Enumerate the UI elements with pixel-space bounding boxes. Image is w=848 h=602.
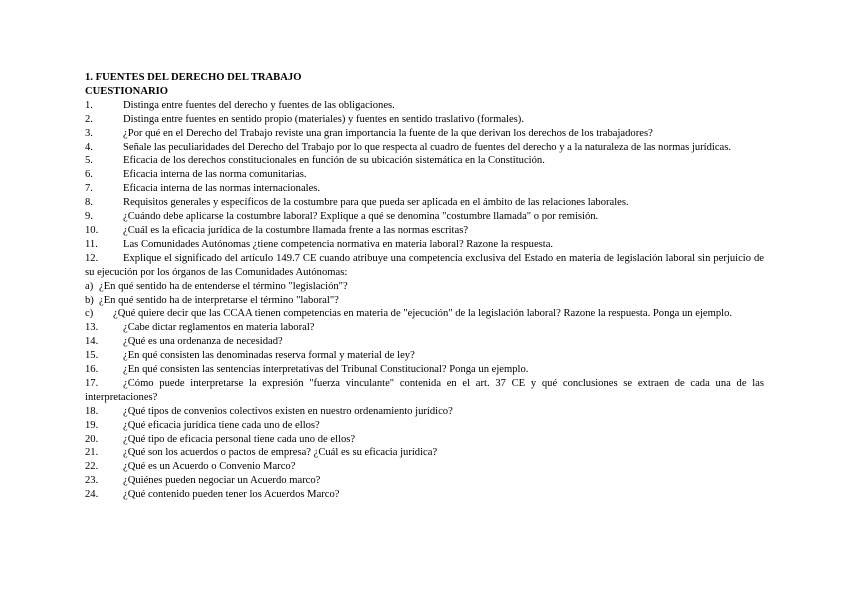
question-item (85, 335, 764, 349)
question-item (85, 349, 764, 363)
question-text: ¿Por qué en el Derecho del Trabajo reviste una gran importancia la fuente de la que derivan los derechos de los trabajadores? (123, 127, 653, 139)
question-text: ¿Cómo puede interpretarse la expresión "fuerza vinculante" contenida en el art. 37 CE y qué conclusiones se extraen de cada una de las interpretaciones? (85, 377, 764, 403)
question-item (85, 182, 764, 196)
question-item (85, 474, 764, 488)
question-text: Eficacia interna de las normas internacionales. (123, 183, 321, 195)
subquestion-text: ¿En qué sentido ha de interpretarse el término "laboral"? (99, 294, 339, 306)
question-number: 18. (85, 405, 99, 417)
question-item (85, 377, 764, 405)
question-number: 1. (85, 99, 93, 111)
question-number: 3. (85, 127, 93, 139)
question-item (85, 196, 764, 210)
question-number: 9. (85, 211, 93, 223)
subquestion-text: ¿En qué sentido ha de entenderse el término "legislación"? (99, 280, 348, 292)
question-item (85, 488, 764, 502)
question-list-continued (85, 321, 764, 502)
subquestion-list (85, 280, 764, 322)
question-number: 6. (85, 169, 93, 181)
question-text: ¿En qué consisten las denominadas reserva formal y material de ley? (123, 350, 415, 362)
question-item (85, 363, 764, 377)
question-text: ¿Qué contenido pueden tener los Acuerdos Marco? (123, 489, 340, 501)
question-text: ¿Qué eficacia jurídica tiene cada uno de ellos? (123, 419, 320, 431)
question-text: ¿Cabe dictar reglamentos en materia laboral? (123, 322, 315, 334)
subquestion-letter: c) (85, 308, 94, 320)
subquestion-letter: a) (85, 280, 94, 292)
question-item (85, 210, 764, 224)
question-text: Eficacia interna de las norma comunitarias. (123, 169, 307, 181)
question-number: 15. (85, 350, 99, 362)
question-item (85, 224, 764, 238)
question-number: 23. (85, 475, 99, 487)
question-number: 13. (85, 322, 99, 334)
question-text: ¿En qué consisten las sentencias interpretativas del Tribunal Constitucional? Ponga un ejemplo. (123, 364, 529, 376)
question-text: Eficacia de los derechos constitucionales en función de su ubicación sistemática en la Constitución. (123, 155, 545, 167)
question-number: 2. (85, 113, 93, 125)
question-number: 21. (85, 447, 99, 459)
question-item (85, 252, 764, 280)
question-number: 8. (85, 197, 93, 209)
question-item (85, 238, 764, 252)
question-number: 5. (85, 155, 93, 167)
question-text: Señale las peculiaridades del Derecho del Trabajo por lo que respecta al cuadro de fuentes del derecho y a la naturaleza de las normas jurídicas. (123, 141, 732, 153)
question-item (85, 141, 764, 155)
question-text: Distinga entre fuentes en sentido propio (materiales) y fuentes en sentido traslativo (formales). (123, 113, 524, 125)
document-subtitle: CUESTIONARIO (85, 85, 169, 97)
question-item (85, 99, 764, 113)
question-item (85, 154, 764, 168)
question-number: 16. (85, 364, 99, 376)
question-item (85, 168, 764, 182)
document-title: 1. FUENTES DEL DERECHO DEL TRABAJO (85, 72, 302, 83)
question-item (85, 321, 764, 335)
question-number: 7. (85, 183, 93, 195)
question-number: 12. (85, 252, 99, 264)
question-item (85, 433, 764, 447)
question-text: Explique el significado del artículo 149.7 CE cuando atribuye una competencia exclusiva del Estado en materia de legislación laboral sin perjuicio de su ejecución por los órganos de las Comunidades Autónomas: (85, 252, 764, 278)
question-number: 11. (85, 238, 98, 250)
question-number: 20. (85, 433, 99, 445)
subquestion-item (85, 307, 764, 321)
question-text: Distinga entre fuentes del derecho y fuentes de las obligaciones. (123, 99, 395, 111)
subquestion-text: ¿Qué quiere decir que las CCAA tienen competencias en materia de "ejecución" de la legislación laboral? Razone la respuesta. Ponga un ejemplo. (113, 308, 733, 320)
question-number: 22. (85, 461, 99, 473)
question-number: 10. (85, 224, 99, 236)
question-text: ¿Qué tipo de eficacia personal tiene cada uno de ellos? (123, 433, 356, 445)
subquestion-item (85, 280, 764, 294)
question-text: ¿Cuándo debe aplicarse la costumbre laboral? Explique a qué se denomina "costumbre llamada" o por remisión. (123, 211, 599, 223)
question-item (85, 460, 764, 474)
question-text: ¿Qué es un Acuerdo o Convenio Marco? (123, 461, 296, 473)
question-number: 24. (85, 489, 99, 501)
question-item (85, 405, 764, 419)
question-number: 17. (85, 377, 99, 389)
question-text: Las Comunidades Autónomas ¿tiene competencia normativa en materia laboral? Razone la respuesta. (123, 238, 554, 250)
subquestion-letter: b) (85, 294, 94, 306)
question-text: ¿Qué es una ordenanza de necesidad? (123, 336, 283, 348)
question-text: ¿Quiénes pueden negociar un Acuerdo marco? (123, 475, 321, 487)
question-item (85, 446, 764, 460)
question-text: ¿Qué son los acuerdos o pactos de empresa? ¿Cuál es su eficacia jurídica? (123, 447, 438, 459)
question-text: ¿Cuál es la eficacia jurídica de la costumbre llamada frente a las normas escritas? (123, 224, 469, 236)
document-page (85, 71, 764, 502)
question-number: 4. (85, 141, 93, 153)
question-number: 14. (85, 336, 99, 348)
question-number: 19. (85, 419, 99, 431)
question-text: Requisitos generales y específicos de la costumbre para que pueda ser aplicada en el ámbito de las relaciones laborales. (123, 197, 629, 209)
question-list (85, 99, 764, 280)
question-text: ¿Qué tipos de convenios colectivos existen en nuestro ordenamiento jurídico? (123, 405, 453, 417)
question-item (85, 419, 764, 433)
question-item (85, 113, 764, 127)
question-item (85, 127, 764, 141)
subquestion-item (85, 294, 764, 308)
